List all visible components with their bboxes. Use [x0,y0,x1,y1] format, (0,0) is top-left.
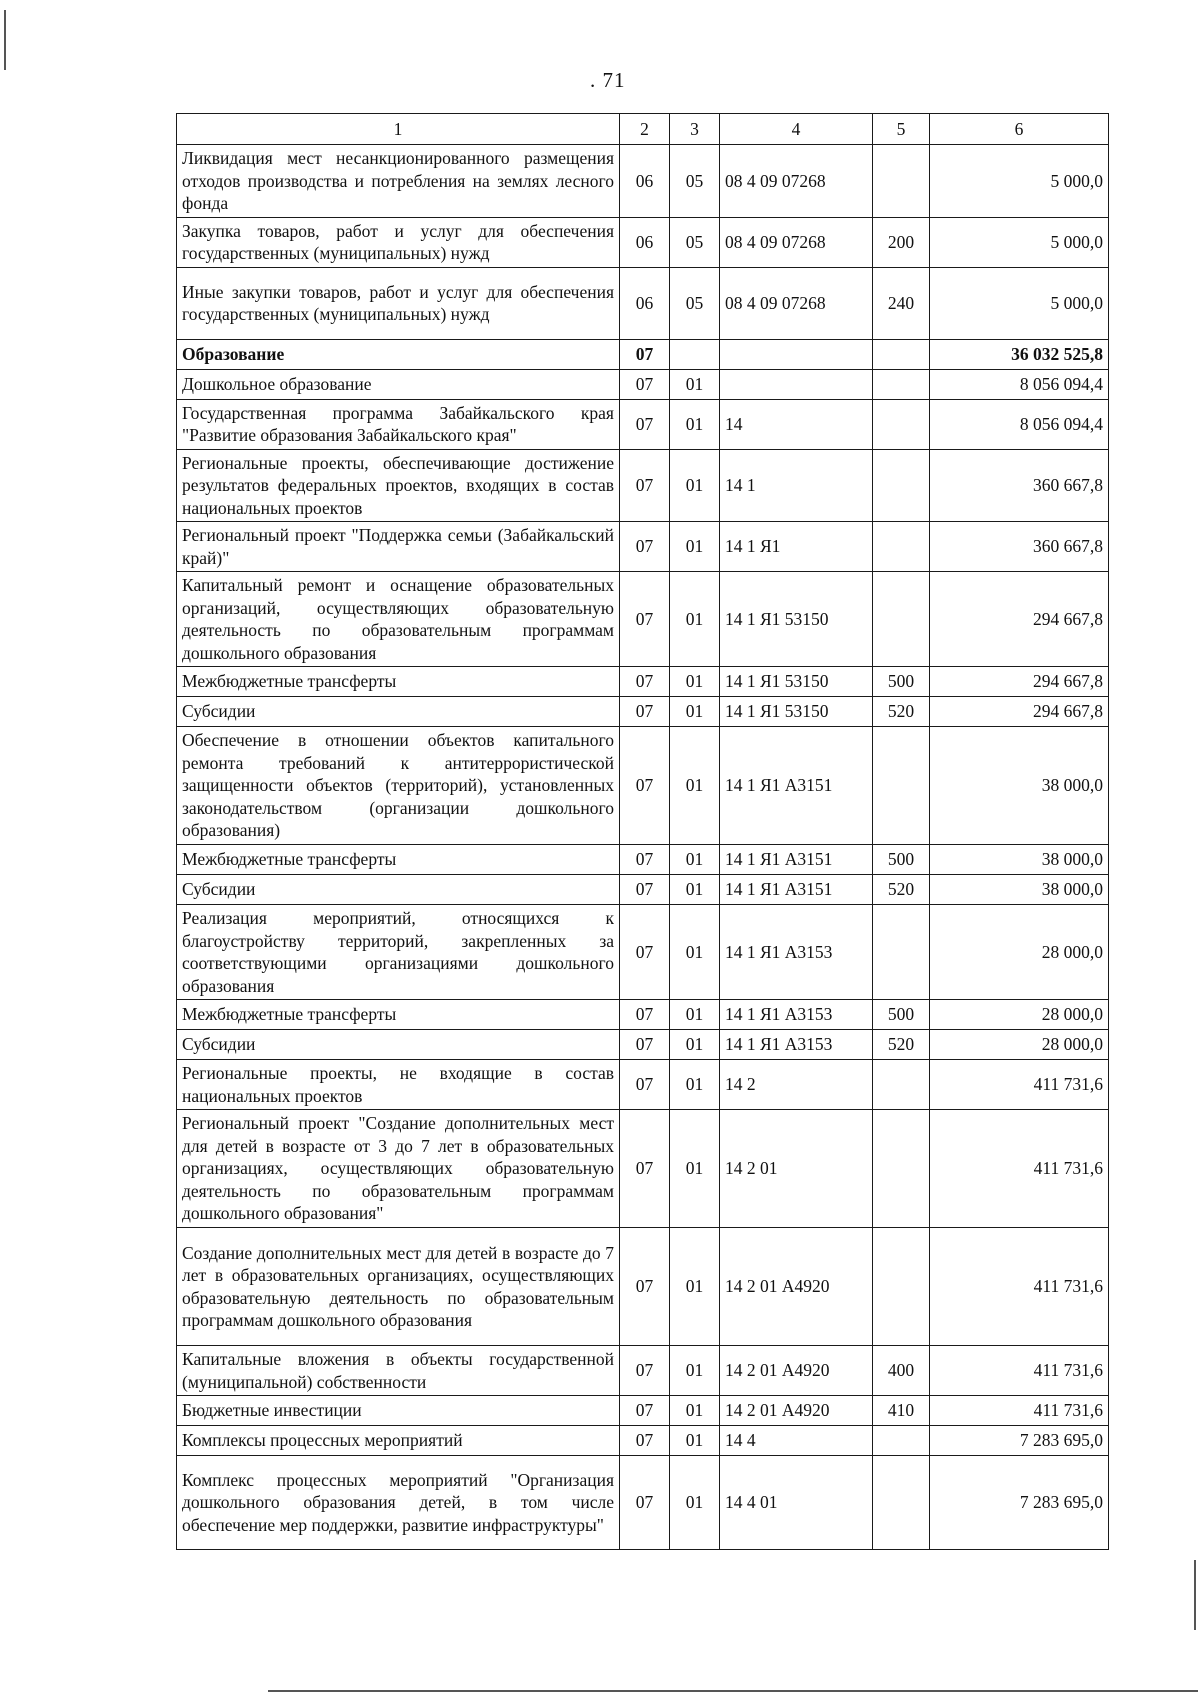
row-target-article-code: 14 1 Я1 А3151 [720,727,873,845]
row-expense-type-code [873,1060,930,1110]
table-row [177,522,1109,572]
row-expense-type-code: 500 [873,667,930,697]
row-target-article-code: 14 1 Я1 53150 [720,572,873,667]
row-name: Обеспечение в отношении объектов капитального ремонта требований к антитеррористической защищенности объектов (территорий), установленных законодательством (организации дошкольного образования) [177,727,620,845]
row-amount: 5 000,0 [930,267,1109,339]
row-target-article-code: 14 1 Я1 А3151 [720,875,873,905]
row-subsection-code: 01 [670,845,720,875]
row-amount: 411 731,6 [930,1060,1109,1110]
row-subsection-code: 05 [670,217,720,267]
row-target-article-code: 14 2 [720,1060,873,1110]
row-name: Образование [177,339,620,369]
table-row [177,905,1109,1000]
row-expense-type-code [873,1426,930,1456]
table-row [177,1030,1109,1060]
row-subsection-code: 01 [670,449,720,522]
row-target-article-code: 14 2 01 А4920 [720,1228,873,1346]
row-target-article-code: 14 1 Я1 [720,522,873,572]
row-amount: 411 731,6 [930,1110,1109,1228]
row-name: Государственная программа Забайкальского края "Развитие образования Забайкальского края" [177,399,620,449]
table-row [177,875,1109,905]
row-subsection-code: 01 [670,399,720,449]
row-name: Межбюджетные трансферты [177,667,620,697]
row-section-code: 07 [620,1060,670,1110]
row-section-code: 07 [620,1456,670,1550]
row-section-code: 06 [620,217,670,267]
header-col-4: 4 [720,114,873,145]
row-target-article-code: 14 1 Я1 А3153 [720,905,873,1000]
row-section-code: 07 [620,667,670,697]
row-target-article-code: 14 2 01 А4920 [720,1396,873,1426]
row-section-code: 07 [620,1396,670,1426]
row-subsection-code [670,339,720,369]
row-subsection-code: 01 [670,905,720,1000]
row-name: Иные закупки товаров, работ и услуг для обеспечения государственных (муниципальных) нужд [177,267,620,339]
row-target-article-code: 14 [720,399,873,449]
row-subsection-code: 05 [670,145,720,218]
row-target-article-code: 14 1 Я1 А3153 [720,1000,873,1030]
row-subsection-code: 01 [670,697,720,727]
row-name: Капитальные вложения в объекты государственной (муниципальной) собственности [177,1346,620,1396]
table-header-row [177,114,1109,145]
row-target-article-code: 14 2 01 А4920 [720,1346,873,1396]
row-section-code: 07 [620,522,670,572]
row-subsection-code: 01 [670,572,720,667]
row-expense-type-code [873,1456,930,1550]
row-expense-type-code [873,369,930,399]
table-row [177,217,1109,267]
row-name: Субсидии [177,875,620,905]
row-section-code: 07 [620,1346,670,1396]
row-section-code: 06 [620,145,670,218]
table-row [177,727,1109,845]
row-section-code: 07 [620,1030,670,1060]
row-subsection-code: 01 [670,1060,720,1110]
row-amount: 38 000,0 [930,727,1109,845]
row-section-code: 07 [620,1426,670,1456]
row-target-article-code [720,339,873,369]
row-section-code: 06 [620,267,670,339]
table-body [177,145,1109,1550]
table-row [177,845,1109,875]
row-subsection-code: 01 [670,1456,720,1550]
row-amount: 7 283 695,0 [930,1456,1109,1550]
row-name: Создание дополнительных мест для детей в возрасте до 7 лет в образовательных организациях, осуществляющих образовательную деятельность по образовательным программам дошкольного образования [177,1228,620,1346]
row-amount: 294 667,8 [930,697,1109,727]
table-row [177,1228,1109,1346]
row-section-code: 07 [620,1110,670,1228]
scan-edge-left [4,10,6,70]
row-amount: 5 000,0 [930,145,1109,218]
row-subsection-code: 01 [670,369,720,399]
page-number: . 71 [590,68,626,92]
row-target-article-code: 08 4 09 07268 [720,267,873,339]
row-amount: 411 731,6 [930,1396,1109,1426]
row-expense-type-code [873,905,930,1000]
row-expense-type-code [873,1110,930,1228]
row-name: Комплекс процессных мероприятий "Организация дошкольного образования детей, в том числе обеспечение мер поддержки, развитие инфраструктуры" [177,1456,620,1550]
table-row [177,697,1109,727]
header-col-3: 3 [670,114,720,145]
table-row [177,1346,1109,1396]
row-subsection-code: 01 [670,875,720,905]
row-expense-type-code: 500 [873,1000,930,1030]
row-target-article-code: 14 1 Я1 53150 [720,697,873,727]
row-amount: 28 000,0 [930,1030,1109,1060]
row-amount: 294 667,8 [930,667,1109,697]
row-amount: 8 056 094,4 [930,399,1109,449]
row-amount: 5 000,0 [930,217,1109,267]
row-section-code: 07 [620,369,670,399]
table-row [177,1456,1109,1550]
table-row [177,1396,1109,1426]
row-expense-type-code [873,1228,930,1346]
scan-edge-right [1194,1560,1196,1630]
row-subsection-code: 01 [670,1426,720,1456]
row-amount: 28 000,0 [930,1000,1109,1030]
row-subsection-code: 01 [670,727,720,845]
row-name: Дошкольное образование [177,369,620,399]
row-expense-type-code: 500 [873,845,930,875]
row-amount: 7 283 695,0 [930,1426,1109,1456]
row-target-article-code: 14 4 [720,1426,873,1456]
row-section-code: 07 [620,875,670,905]
row-name: Бюджетные инвестиции [177,1396,620,1426]
row-expense-type-code: 520 [873,697,930,727]
row-amount: 411 731,6 [930,1228,1109,1346]
row-section-code: 07 [620,727,670,845]
row-name: Региональный проект "Создание дополнительных мест для детей в возрасте от 3 до 7 лет в образовательных организациях, осуществляющих образовательную деятельность по образовательным программам дошкольного образования" [177,1110,620,1228]
row-subsection-code: 05 [670,267,720,339]
row-target-article-code: 14 1 [720,449,873,522]
row-amount: 8 056 094,4 [930,369,1109,399]
row-expense-type-code [873,399,930,449]
row-target-article-code: 14 4 01 [720,1456,873,1550]
table-row [177,572,1109,667]
row-section-code: 07 [620,1228,670,1346]
header-col-2: 2 [620,114,670,145]
row-name: Закупка товаров, работ и услуг для обеспечения государственных (муниципальных) нужд [177,217,620,267]
row-section-code: 07 [620,697,670,727]
row-expense-type-code [873,339,930,369]
scan-edge-bottom [268,1690,1198,1692]
row-subsection-code: 01 [670,1110,720,1228]
row-amount: 411 731,6 [930,1346,1109,1396]
row-name: Субсидии [177,1030,620,1060]
row-target-article-code: 14 2 01 [720,1110,873,1228]
row-target-article-code: 14 1 Я1 53150 [720,667,873,697]
row-amount: 36 032 525,8 [930,339,1109,369]
row-expense-type-code: 240 [873,267,930,339]
row-subsection-code: 01 [670,667,720,697]
row-subsection-code: 01 [670,1030,720,1060]
row-target-article-code: 14 1 Я1 А3151 [720,845,873,875]
table-row [177,667,1109,697]
row-amount: 360 667,8 [930,449,1109,522]
row-section-code: 07 [620,905,670,1000]
table-row [177,145,1109,218]
budget-table-container [176,113,1108,1550]
row-expense-type-code: 400 [873,1346,930,1396]
row-target-article-code: 14 1 Я1 А3153 [720,1030,873,1060]
row-target-article-code: 08 4 09 07268 [720,217,873,267]
row-name: Межбюджетные трансферты [177,845,620,875]
row-name: Региональный проект "Поддержка семьи (Забайкальский край)" [177,522,620,572]
table-row [177,399,1109,449]
header-col-6: 6 [930,114,1109,145]
table-row [177,369,1109,399]
table-row [177,449,1109,522]
row-amount: 38 000,0 [930,875,1109,905]
row-expense-type-code: 200 [873,217,930,267]
row-expense-type-code [873,449,930,522]
row-name: Субсидии [177,697,620,727]
row-subsection-code: 01 [670,522,720,572]
row-expense-type-code: 410 [873,1396,930,1426]
table-row [177,1110,1109,1228]
table-row [177,267,1109,339]
row-subsection-code: 01 [670,1396,720,1426]
table-row [177,1060,1109,1110]
row-target-article-code: 08 4 09 07268 [720,145,873,218]
row-name: Реализация мероприятий, относящихся к благоустройству территорий, закрепленных за соответствующими организациями дошкольного образования [177,905,620,1000]
row-amount: 360 667,8 [930,522,1109,572]
row-subsection-code: 01 [670,1000,720,1030]
row-expense-type-code [873,522,930,572]
row-section-code: 07 [620,339,670,369]
row-section-code: 07 [620,572,670,667]
row-expense-type-code: 520 [873,875,930,905]
table-row [177,1426,1109,1456]
row-section-code: 07 [620,449,670,522]
row-section-code: 07 [620,399,670,449]
table-row [177,1000,1109,1030]
budget-table [176,113,1109,1550]
row-section-code: 07 [620,1000,670,1030]
row-name: Региональные проекты, не входящие в состав национальных проектов [177,1060,620,1110]
row-target-article-code [720,369,873,399]
row-name: Региональные проекты, обеспечивающие достижение результатов федеральных проектов, входящих в состав национальных проектов [177,449,620,522]
row-amount: 38 000,0 [930,845,1109,875]
row-expense-type-code [873,572,930,667]
row-expense-type-code [873,145,930,218]
table-row [177,339,1109,369]
row-expense-type-code: 520 [873,1030,930,1060]
header-col-5: 5 [873,114,930,145]
row-subsection-code: 01 [670,1346,720,1396]
row-name: Комплексы процессных мероприятий [177,1426,620,1456]
row-expense-type-code [873,727,930,845]
row-amount: 294 667,8 [930,572,1109,667]
row-name: Капитальный ремонт и оснащение образовательных организаций, осуществляющих образовательную деятельность по образовательным программам дошкольного образования [177,572,620,667]
header-col-1: 1 [177,114,620,145]
row-section-code: 07 [620,845,670,875]
row-name: Ликвидация мест несанкционированного размещения отходов производства и потребления на землях лесного фонда [177,145,620,218]
row-subsection-code: 01 [670,1228,720,1346]
row-amount: 28 000,0 [930,905,1109,1000]
row-name: Межбюджетные трансферты [177,1000,620,1030]
